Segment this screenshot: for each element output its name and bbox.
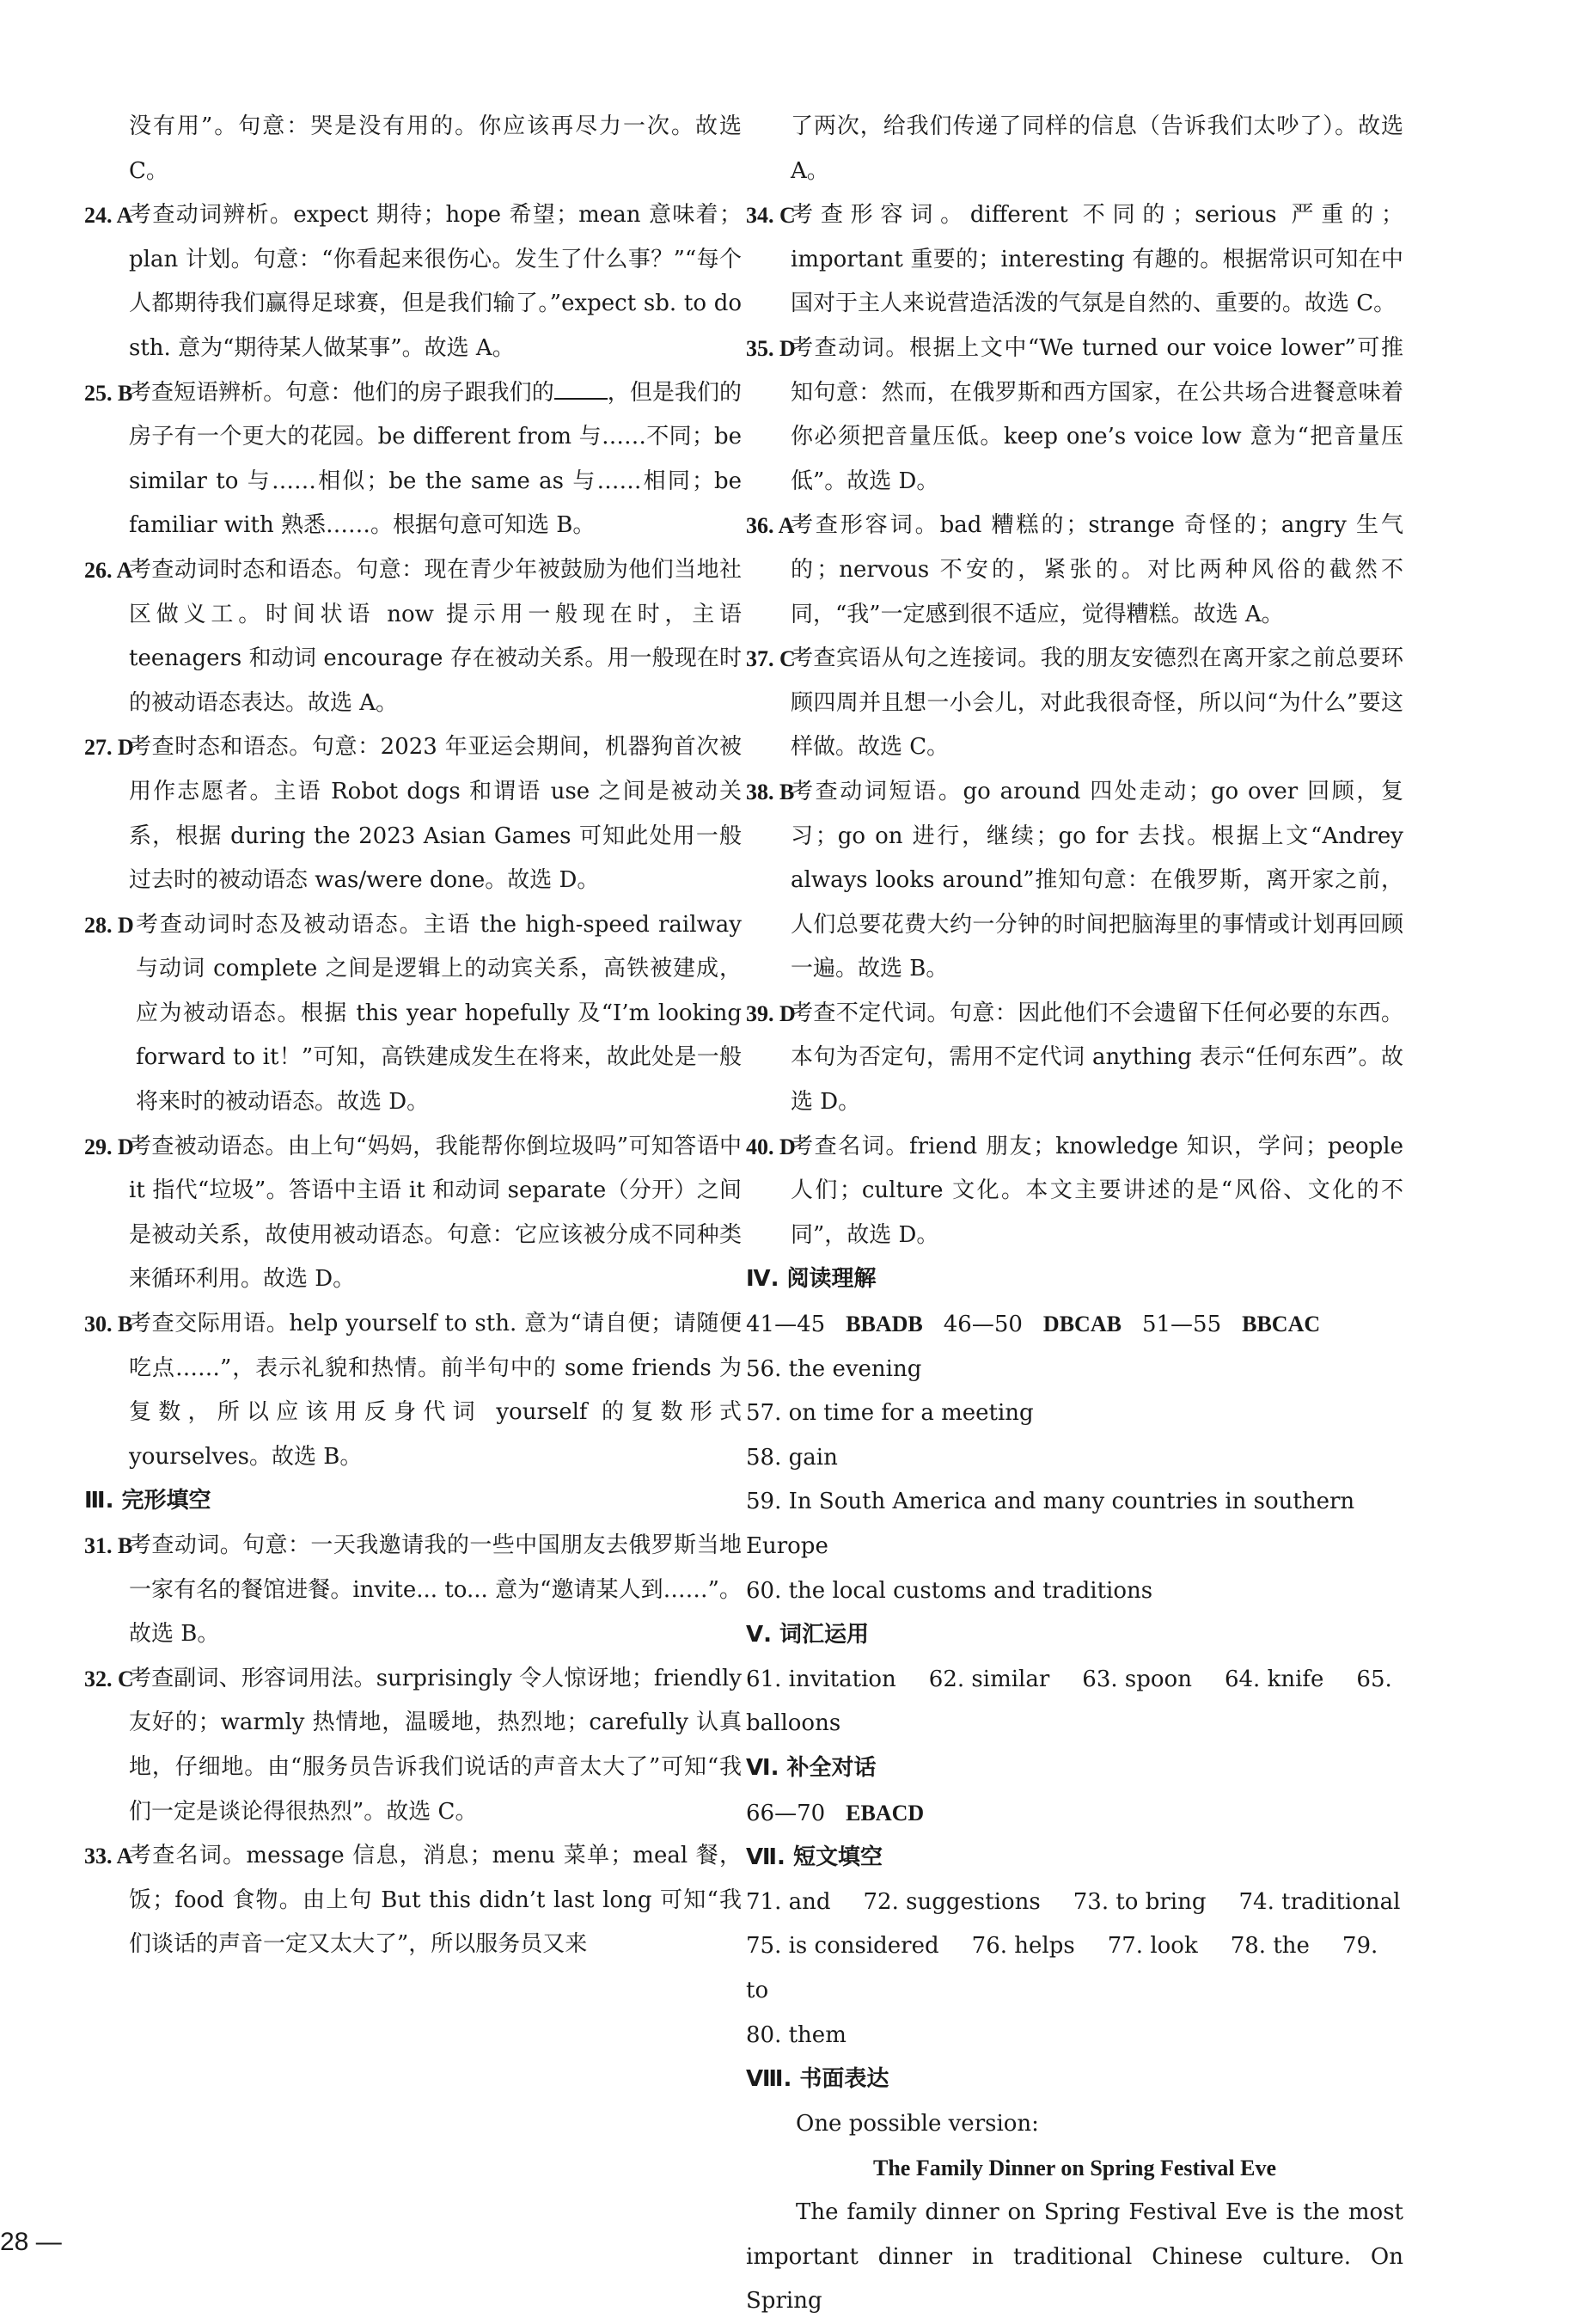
answer-76: 76. helps	[971, 1933, 1075, 1960]
answer-key: BBCAC	[1242, 1312, 1321, 1337]
item-number: 27. D	[84, 735, 134, 761]
essay-title: The Family Dinner on Spring Festival Eve	[873, 2156, 1276, 2181]
item-text: 考查不定代词。句意：因此他们不会遗留下任何必要的东西。本句为否定句，需用不定代词 anything 表示“任何东西”。故选 D。	[791, 1000, 1403, 1116]
item-text: 考查名词。message 信息，消息；menu 菜单；meal 餐，饭；food 食物。由上句 But this didn’t last long 可知“我们谈话的声音一定又太大了”，所以服务员又来	[129, 1843, 742, 1958]
item-number: 36. A	[746, 513, 795, 539]
item-text-part-a: 考查短语辨析。句意：他们的房子跟我们的	[129, 379, 554, 406]
section-heading-reading: Ⅳ. 阅读理解	[746, 1266, 877, 1293]
answer-71: 71. and	[746, 1888, 831, 1915]
passage-answers-line-3: 80. them	[746, 2021, 847, 2048]
item-35	[746, 327, 1403, 504]
item-text: 考查副词、形容词用法。surprisingly 令人惊讶地；friendly 友好的；warmly 热情地，温暖地，热烈地；carefully 认真地，仔细地。由“服务员告诉我们说话的声音太大了”可知“我们一定是谈论得很热烈”。故选 C。	[129, 1665, 742, 1825]
item-number: 25. B	[84, 380, 133, 406]
answer-65: 65. balloons	[746, 1666, 1392, 1737]
item-text: 考查动词。根据上文中“We turned our voice lower”可推知句意：然而，在俄罗斯和西方国家，在公共场合进餐意味着你必须把音量压低。keep one’s voice low 意为“把音量压低”。故选 D。	[791, 334, 1403, 494]
item-number: 31. B	[84, 1533, 133, 1558]
answer-78: 78. the	[1230, 1933, 1310, 1960]
item-text: 考查时态和语态。句意：2023 年亚运会期间，机器狗首次被用作志愿者。主语 Robot dogs 和谓语 use 之间是被动关系，根据 during the 2023 Asian Games 可知此处用一般过去时的被动语态 was/were done。故选 D。	[129, 734, 742, 894]
answer-73: 73. to bring	[1073, 1888, 1207, 1915]
section-heading-writing: Ⅷ. 书面表达	[746, 2066, 889, 2093]
left-column	[84, 105, 742, 1967]
section-heading-dialogue: Ⅵ. 补全对话	[746, 1754, 877, 1781]
item-27	[84, 725, 742, 902]
item-text: 考查动词短语。go around 四处走动；go over 回顾，复习；go on 进行，继续；go for 去找。根据上文“Andrey always looks around”推知句意：在俄罗斯，离开家之前，人们总要花费大约一分钟的时间把脑海里的事情或计划再回顾一遍。故选 B。	[791, 778, 1403, 982]
answer-range: 46—50	[943, 1312, 1023, 1338]
essay-body: The family dinner on Spring Festival Eve is the most important dinner in traditional Chinese culture. On Spring	[746, 2199, 1403, 2315]
item-37	[746, 637, 1403, 770]
item-number: 33. A	[84, 1844, 133, 1869]
answer-74: 74. traditional	[1238, 1888, 1401, 1915]
item-text: 考查被动语态。由上句“妈妈，我能帮你倒垃圾吗”可知答语中 it 指代“垃圾”。答语中主语 it 和动词 separate（分开）之间是被动关系，故使用被动语态。句意：它应该被分成不同种类来循环利用。故选 D。	[129, 1133, 742, 1293]
item-31	[84, 1524, 742, 1657]
answer-key: EBACD	[846, 1800, 925, 1826]
item-number: 29. D	[84, 1134, 134, 1159]
item-text: 了两次，给我们传递了同样的信息（告诉我们太吵了）。故选 A。	[791, 113, 1403, 184]
answer-line-60: 60. the local customs and traditions	[746, 1577, 1153, 1604]
vocab-answers-line	[746, 1658, 1403, 1746]
item-40	[746, 1125, 1403, 1258]
answer-77: 77. look	[1107, 1933, 1198, 1960]
essay-intro: One possible version:	[796, 2110, 1039, 2137]
item-32	[84, 1657, 742, 1834]
item-text: 没有用”。句意：哭是没有用的。你应该再尽力一次。故选 C。	[129, 113, 742, 184]
item-text	[129, 371, 742, 548]
item-29	[84, 1125, 742, 1302]
section-heading-cloze: Ⅲ. 完形填空	[84, 1488, 211, 1514]
section-heading-vocabulary: Ⅴ. 词汇运用	[746, 1622, 870, 1648]
item-33	[84, 1834, 742, 1967]
item-number: 30. B	[84, 1312, 133, 1337]
item-number: 24. A	[84, 203, 133, 229]
answer-72: 72. suggestions	[863, 1888, 1041, 1915]
answer-line-59: 59. In South America and many countries in southern Europe	[746, 1489, 1355, 1559]
answer-line-57: 57. on time for a meeting	[746, 1400, 1034, 1427]
item-26	[84, 548, 742, 725]
right-column	[746, 105, 1403, 2324]
answer-61: 61. invitation	[746, 1666, 896, 1692]
answer-64: 64. knife	[1224, 1666, 1324, 1692]
section-heading-passage-fill: Ⅶ. 短文填空	[746, 1844, 883, 1871]
item-36	[746, 504, 1403, 637]
item-text: 考查形容词。bad 糟糕的；strange 奇怪的；angry 生气的；nervous 不安的，紧张的。对比两种风俗的截然不同，“我”一定感到很不适应，觉得糟糕。故选 A。	[791, 512, 1403, 627]
item-24	[84, 193, 742, 370]
item-text: 考查动词。句意：一天我邀请我的一些中国朋友去俄罗斯当地一家有名的餐馆进餐。invite... to... 意为“邀请某人到……”。故选 B。	[129, 1532, 742, 1648]
answer-key: DBCAB	[1042, 1312, 1122, 1337]
item-number: 34. C	[746, 203, 796, 229]
answer-75: 75. is considered	[746, 1933, 939, 1960]
answer-79: 79. to	[746, 1933, 1378, 2003]
item-30	[84, 1302, 742, 1479]
item-number: 40. D	[746, 1134, 796, 1159]
answer-key: BBADB	[846, 1312, 923, 1337]
item-number: 35. D	[746, 335, 796, 361]
item-39	[746, 992, 1403, 1125]
reading-answers-line	[746, 1302, 1403, 1348]
item-23-continuation	[84, 105, 742, 193]
item-number: 26. A	[84, 557, 133, 583]
item-text: 考查形容词。different 不同的；serious 严重的；important 重要的；interesting 有趣的。根据常识可知在中国对于主人来说营造活泼的气氛是自然的、重要的。故选 C。	[791, 202, 1403, 317]
answer-62: 62. similar	[928, 1666, 1050, 1692]
item-number: 39. D	[746, 1000, 796, 1026]
page-number: 28 —	[0, 2228, 62, 2256]
item-number: 28. D	[84, 912, 134, 938]
item-text: 考查动词时态和语态。句意：现在青少年被鼓励为他们当地社区做义工。时间状语 now 提示用一般现在时，主语 teenagers 和动词 encourage 存在被动关系。用一般现在时的被动语态表达。故选 A。	[129, 556, 742, 716]
item-text: 考查宾语从句之连接词。我的朋友安德烈在离开家之前总要环顾四周并且想一小会儿，对此我很奇怪，所以问“为什么”要这样做。故选 C。	[791, 645, 1403, 761]
item-text: 考查交际用语。help yourself to sth. 意为“请自便；请随便吃点……”，表示礼貌和热情。前半句中的 some friends 为复数，所以应该用反身代词 yourself 的复数形式 yourselves。故选 B。	[129, 1311, 742, 1470]
fill-blank	[554, 376, 608, 400]
item-number: 38. B	[746, 779, 795, 804]
passage-answers-line-2	[746, 1924, 1403, 2013]
item-number: 37. C	[746, 646, 796, 672]
item-number: 32. C	[84, 1666, 134, 1691]
item-34	[746, 193, 1403, 327]
item-25	[84, 371, 742, 548]
item-text: 考查动词时态及被动语态。主语 the high-speed railway 与动词 complete 之间是逻辑上的动宾关系，高铁被建成，应为被动语态。根据 this year hopefully 及“I’m looking forward to it！”可知，高铁建成发生在将来，故此处是一般将来时的被动语态。故选 D。	[136, 911, 742, 1116]
item-text: 考查名词。friend 朋友；knowledge 知识，学问；people 人们；culture 文化。本文主要讲述的是“风俗、文化的不同”，故选 D。	[791, 1133, 1403, 1248]
answer-line-56: 56. the evening	[746, 1355, 922, 1382]
answer-range: 51—55	[1141, 1312, 1222, 1338]
item-38	[746, 770, 1403, 992]
answer-63: 63. spoon	[1082, 1666, 1192, 1692]
answer-range: 41—45	[746, 1312, 826, 1338]
answer-line-58: 58. gain	[746, 1444, 838, 1471]
item-text-part-b: ，但是我们的房子有一个更大的花园。be different from 与……不同；be similar to 与……相似；be the same as 与……相同；be familiar with 熟悉……。根据句意可知选 B。	[129, 379, 742, 539]
passage-answers-line-1	[746, 1881, 1403, 1925]
dialogue-answers-line	[746, 1791, 1403, 1837]
item-text: 考查动词辨析。expect 期待；hope 希望；mean 意味着；plan 计划。句意：“你看起来很伤心。发生了什么事？”“每个人都期待我们赢得足球赛，但是我们输了。”expect sb. to do sth. 意为“期待某人做某事”。故选 A。	[129, 202, 742, 361]
item-28	[84, 903, 742, 1125]
answer-range: 66—70	[746, 1800, 826, 1826]
item-33-continuation	[746, 105, 1403, 193]
